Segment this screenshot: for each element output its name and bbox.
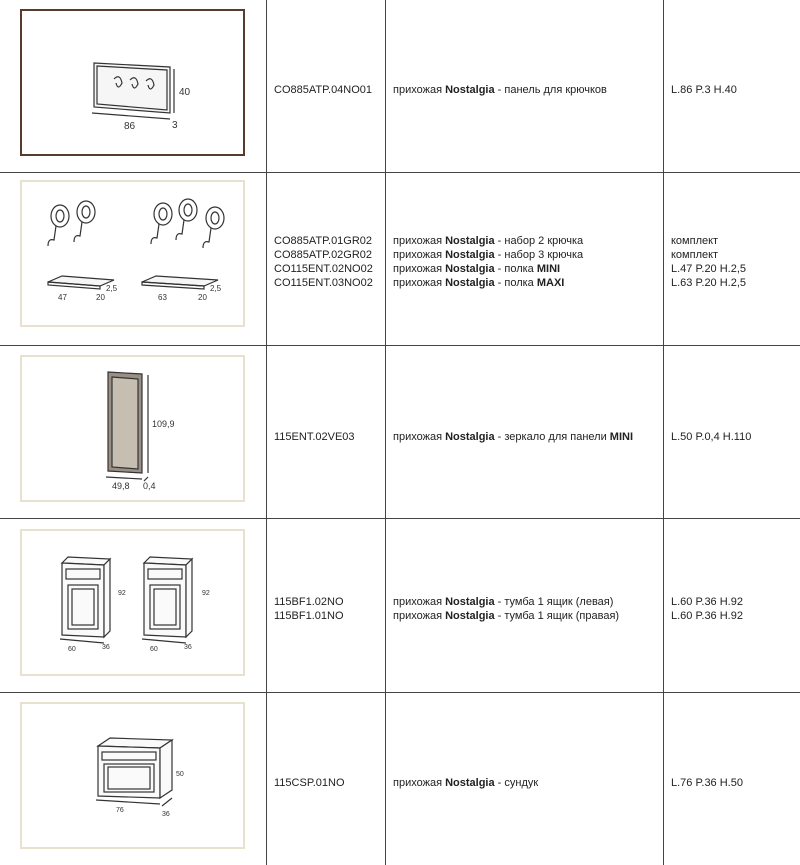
dimensions: L.86 P.3 H.40 [671,84,737,96]
dimensions: комплект [671,235,719,247]
dimension-label: 36 [102,644,110,651]
product-code: CO885ATP.02GR02 [274,249,373,261]
dimensions: L.63 P.20 H.2,5 [671,277,747,289]
dimension-label: 49,8 [112,481,130,491]
product-code: 115ENT.02VE03 [274,431,355,443]
description-line: прихожая Nostalgia - набор 3 крючка [393,249,584,261]
dimensions: L.60 P.36 H.92 [671,596,743,608]
product-code: 115BF1.01NO [274,610,344,622]
description-line: прихожая Nostalgia - полка MAXI [393,277,565,289]
product-code: CO115ENT.03NO02 [274,277,373,289]
dimension-label: 92 [118,590,126,597]
description-line: прихожая Nostalgia - сундук [393,777,539,789]
dimension-label: 2,5 [210,284,222,293]
dimensions-cell [671,234,746,290]
dimensions-cell [671,83,737,97]
description-cell [393,776,538,790]
description-cell [393,234,583,290]
dimensions: L.50 P.0,4 H.110 [671,431,752,443]
description-cell [393,430,633,444]
product-image-frame [20,529,245,676]
dimension-label: 109,9 [152,419,175,429]
description-line: прихожая Nostalgia - панель для крючков [393,84,607,96]
hooks-shelves-drawing [22,182,243,325]
dimension-label: 2,5 [106,284,118,293]
product-image-frame [20,355,245,502]
dimension-label: 36 [184,644,192,651]
mirror-drawing [22,357,243,500]
product-image-frame [20,9,245,156]
product-code-cell [274,595,344,623]
dimension-label: 0,4 [143,481,156,491]
description-line: прихожая Nostalgia - полка MINI [393,263,561,275]
dimensions-cell [671,430,751,444]
dimension-label: 3 [172,120,178,131]
dimensions-cell [671,595,743,623]
column-divider [266,0,267,865]
product-code-cell [274,430,355,444]
dimension-label: 86 [124,121,136,132]
dimension-label: 20 [96,293,105,302]
dimensions: L.47 P.20 H.2,5 [671,263,747,275]
description-cell [393,83,607,97]
dimension-label: 60 [150,646,158,653]
product-code: 115CSP.01NO [274,777,345,789]
row-divider [0,345,800,346]
product-code: CO115ENT.02NO02 [274,263,373,275]
row-divider [0,518,800,519]
description-line: прихожая Nostalgia - тумба 1 ящик (правая) [393,610,620,622]
dimension-label: 63 [158,293,167,302]
row-divider [0,692,800,693]
product-code: CO885ATP.04NO01 [274,84,373,96]
row-divider [0,172,800,173]
product-code-cell [274,83,372,97]
description-cell [393,595,619,623]
product-code-cell [274,776,345,790]
product-image-frame [20,180,245,327]
column-divider [663,0,664,865]
dimension-label: 47 [58,293,67,302]
chest-drawing [22,704,243,847]
dimensions: L.60 P.36 H.92 [671,610,743,622]
dimensions: L.76 P.36 H.50 [671,777,743,789]
column-divider [385,0,386,865]
product-code: 115BF1.02NO [274,596,344,608]
product-code: CO885ATP.01GR02 [274,235,373,247]
description-line: прихожая Nostalgia - набор 2 крючка [393,235,584,247]
dimension-label: 20 [198,293,207,302]
description-line: прихожая Nostalgia - зеркало для панели MINI [393,431,634,443]
dimension-label: 92 [202,590,210,597]
hook-panel-drawing [22,11,243,154]
dimensions-cell [671,776,743,790]
product-code-cell [274,234,373,290]
description-line: прихожая Nostalgia - тумба 1 ящик (левая) [393,596,614,608]
dimensions: комплект [671,249,719,261]
dimension-label: 60 [68,646,76,653]
dimension-label: 36 [162,811,170,818]
cabinet-drawing [22,531,243,674]
dimension-label: 76 [116,807,124,814]
product-image-frame [20,702,245,849]
dimension-label: 50 [176,771,184,778]
dimension-label: 40 [179,87,191,98]
